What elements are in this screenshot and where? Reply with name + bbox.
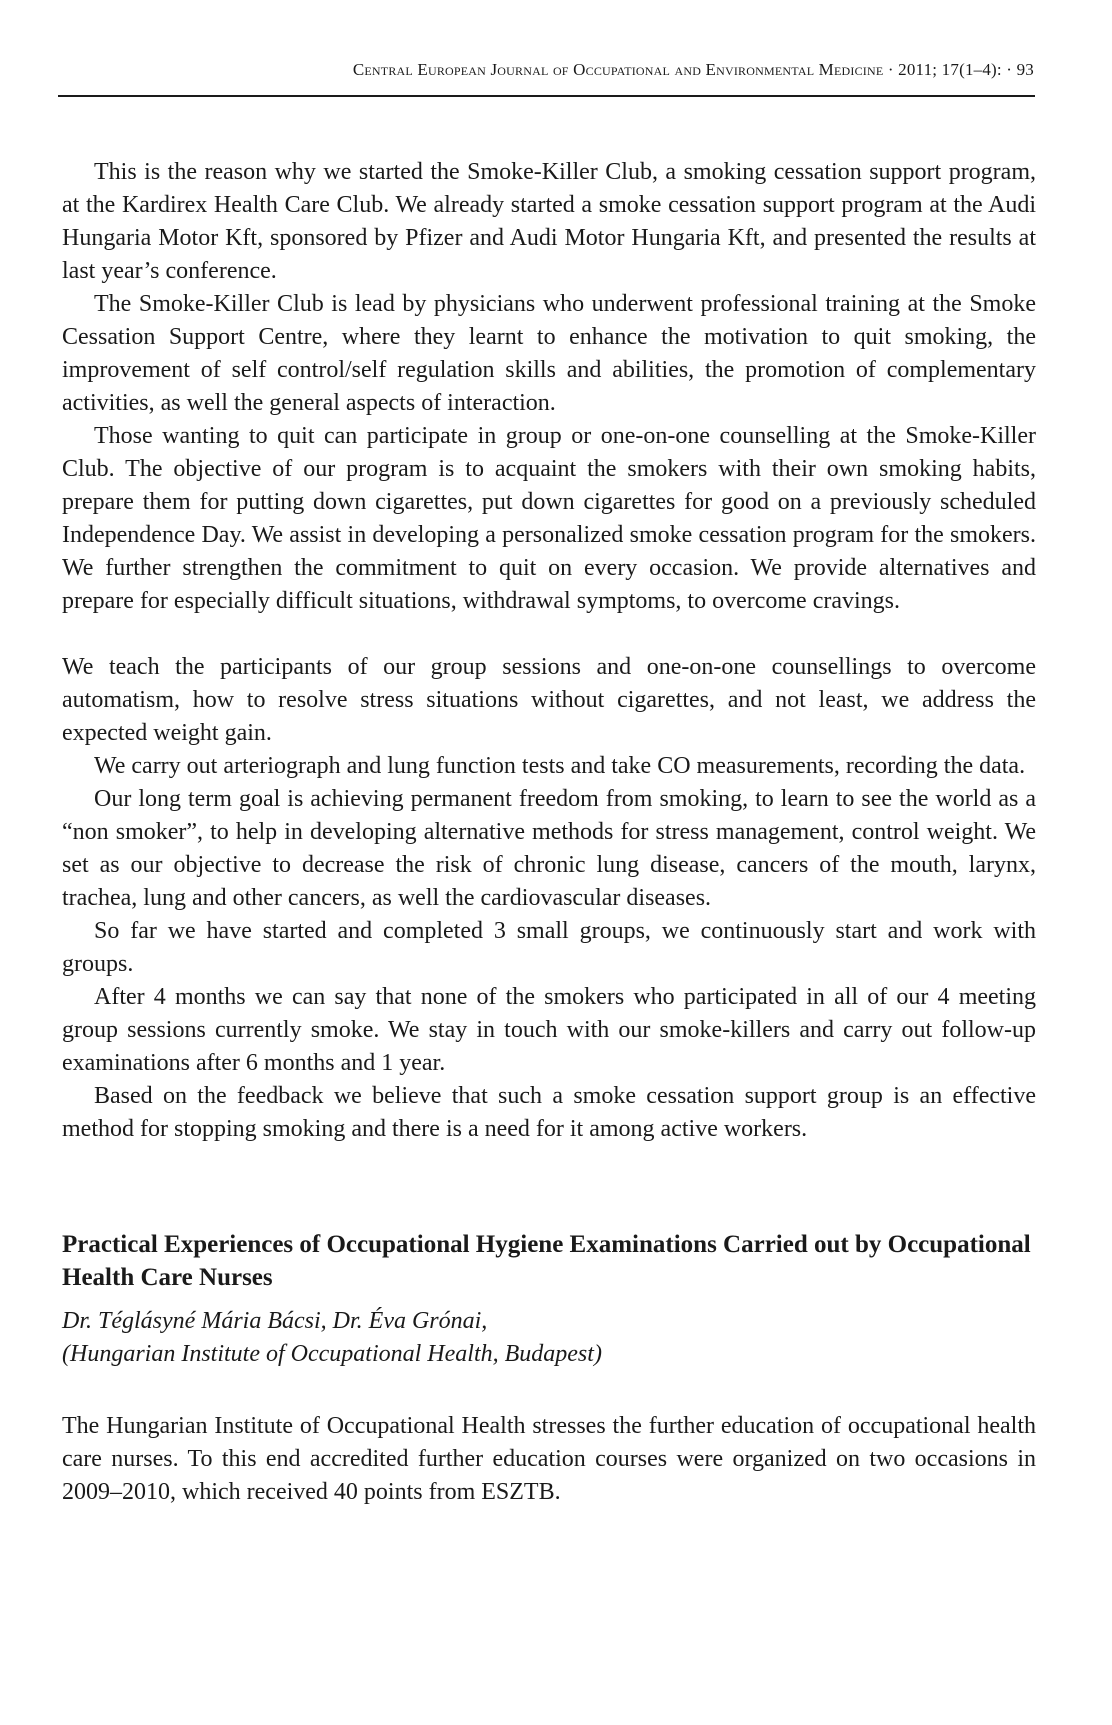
- header-rule: [58, 95, 1035, 97]
- running-head: Central European Journal of Occupational and Environmental Medicine · 2011; 17(1–4): · 93: [352, 60, 1034, 79]
- author-affiliation: (Hungarian Institute of Occupational Health, Budapest): [62, 1341, 602, 1367]
- paragraph: This is the reason why we started the Smoke-Killer Club, a smoking cessation support program, at the Kardirex Health Care Club. We already started a smoke cessation support program at the Audi Hungaria Motor Kft, sponsored by Pfizer and Audi Motor Hungaria Kft, and presented the results at last year’s conference.: [62, 159, 1036, 284]
- article-authors: [62, 1305, 1036, 1371]
- article-title: Practical Experiences of Occupational Hygiene Examinations Carried out by Occupational Health Care Nurses: [62, 1231, 1031, 1291]
- paragraph: Our long term goal is achieving permanent freedom from smoking, to learn to see the world as a “non smoker”, to help in developing alternative methods for stress management, control weight. We set as our objective to decrease the risk of chronic lung disease, cancers of the mouth, larynx, trachea, lung and other cancers, as well the cardiovascular diseases.: [62, 786, 1036, 911]
- paragraph: The Smoke-Killer Club is lead by physicians who underwent professional training at the Smoke Cessation Support Centre, where they learnt to enhance the motivation to quit smoking, the improvement of self control/self regulation skills and abilities, the promotion of complementary activities, as well the general aspects of interaction.: [62, 291, 1036, 416]
- page-body: [62, 156, 1036, 1509]
- article-occupational-hygiene: [62, 1228, 1036, 1509]
- paragraph: So far we have started and completed 3 small groups, we continuously start and work with groups.: [62, 918, 1036, 977]
- paragraph: We teach the participants of our group sessions and one-on-one counsellings to overcome automatism, how to resolve stress situations without cigarettes, and not least, we address the expected weight gain.: [62, 654, 1036, 746]
- author-names: Dr. Téglásyné Mária Bácsi, Dr. Éva Grónai,: [62, 1308, 488, 1334]
- paragraph: Based on the feedback we believe that such a smoke cessation support group is an effective method for stopping smoking and there is a need for it among active workers.: [62, 1083, 1036, 1142]
- paragraph: Those wanting to quit can participate in group or one-on-one counselling at the Smoke-Killer Club. The objective of our program is to acquaint the smokers with their own smoking habits, prepare them for putting down cigarettes, put down cigarettes for good on a previously scheduled Independence Day. We assist in developing a personalized smoke cessation program for the smokers. We further strengthen the commitment to quit on every occasion. We provide alternatives and prepare for especially difficult situations, withdrawal symptoms, to overcome cravings.: [62, 423, 1036, 614]
- paragraph: We carry out arteriograph and lung function tests and take CO measurements, recording the data.: [94, 753, 1026, 779]
- paragraph: After 4 months we can say that none of the smokers who participated in all of our 4 meeting group sessions currently smoke. We stay in touch with our smoke-killers and carry out follow-up examinations after 6 months and 1 year.: [62, 984, 1036, 1076]
- article-smoke-killer-club: [62, 156, 1036, 1146]
- paragraph: The Hungarian Institute of Occupational Health stresses the further education of occupational health care nurses. To this end accredited further education courses were organized on two occasions in 2009–2010, which received 40 points from ESZTB.: [62, 1413, 1036, 1505]
